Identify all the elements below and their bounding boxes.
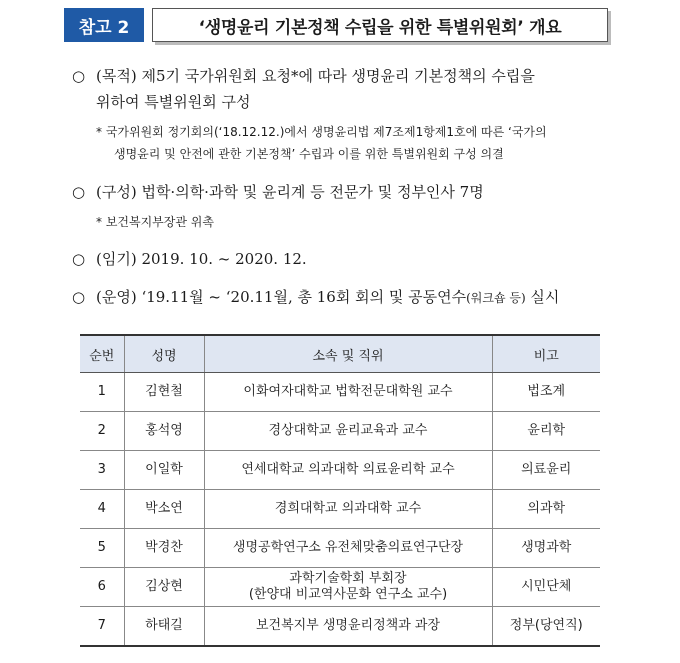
cell-affiliation-line1: 과학기술학회 부회장 xyxy=(289,571,407,586)
operation-text-small: (워크숍 등) xyxy=(466,291,526,305)
operation-text: (운영) ‘19.11월 ~ ‘20.11월, 총 16회 회의 및 공동연수 xyxy=(96,288,467,306)
table-row xyxy=(80,490,600,529)
cell-affiliation-line2: (한양대 비교역사문화 연구소 교수) xyxy=(248,587,448,602)
col-header-name: 성명 xyxy=(124,335,204,373)
circle-bullet-icon: ○ xyxy=(72,250,86,268)
purpose-text-cont: 위하여 특별위원회 구성 xyxy=(96,93,251,111)
cell-name: 박경찬 xyxy=(124,529,204,568)
circle-bullet-icon: ○ xyxy=(72,288,86,306)
cell-note: 윤리학 xyxy=(492,412,600,451)
cell-name: 김현철 xyxy=(124,373,204,412)
col-header-note: 비고 xyxy=(492,335,600,373)
cell-affiliation: 이화여자대학교 법학전문대학원 교수 xyxy=(204,373,492,412)
cell-name: 하태길 xyxy=(124,607,204,647)
cell-note: 정부(당연직) xyxy=(492,607,600,647)
table-header-row xyxy=(80,335,600,373)
cell-note: 의료윤리 xyxy=(492,451,600,490)
composition-note: * 보건복지부장관 위촉 xyxy=(96,215,214,229)
circle-bullet-icon: ○ xyxy=(72,67,86,85)
col-header-affiliation: 소속 및 직위 xyxy=(204,335,492,373)
committee-table xyxy=(80,334,600,647)
cell-affiliation: 경희대학교 의과대학 교수 xyxy=(204,490,492,529)
cell-name: 이일학 xyxy=(124,451,204,490)
table-row xyxy=(80,412,600,451)
cell-note: 의과학 xyxy=(492,490,600,529)
operation-text-end: 실시 xyxy=(525,288,560,306)
cell-affiliation: 생명공학연구소 유전체맞춤의료연구단장 xyxy=(204,529,492,568)
cell-no: 3 xyxy=(80,451,124,490)
reference-tag: 참고 2 xyxy=(64,8,144,42)
cell-no: 5 xyxy=(80,529,124,568)
cell-affiliation xyxy=(204,568,492,607)
table-row xyxy=(80,451,600,490)
term-bullet xyxy=(72,247,307,271)
purpose-bullet xyxy=(72,64,535,88)
cell-affiliation: 보건복지부 생명윤리정책과 과장 xyxy=(204,607,492,647)
cell-note: 시민단체 xyxy=(492,568,600,607)
cell-note: 생명과학 xyxy=(492,529,600,568)
circle-bullet-icon: ○ xyxy=(72,183,86,201)
table-row xyxy=(80,373,600,412)
cell-no: 4 xyxy=(80,490,124,529)
table-row xyxy=(80,568,600,607)
cell-no: 1 xyxy=(80,373,124,412)
purpose-note-cont: 생명윤리 및 안전에 관한 기본정책’ 수립과 이를 위한 특별위원회 구성 의결 xyxy=(114,147,504,161)
composition-text: (구성) 법학·의학·과학 및 윤리계 등 전문가 및 정부인사 7명 xyxy=(96,183,484,201)
col-header-no: 순번 xyxy=(80,335,124,373)
header xyxy=(64,8,608,42)
cell-no: 6 xyxy=(80,568,124,607)
page-title: ‘생명윤리 기본정책 수립을 위한 특별위원회’ 개요 xyxy=(152,8,608,42)
cell-note: 법조계 xyxy=(492,373,600,412)
cell-name: 박소연 xyxy=(124,490,204,529)
cell-name: 김상현 xyxy=(124,568,204,607)
cell-no: 7 xyxy=(80,607,124,647)
cell-affiliation: 경상대학교 윤리교육과 교수 xyxy=(204,412,492,451)
table-row xyxy=(80,529,600,568)
purpose-note: * 국가위원회 정기회의(‘18.12.12.)에서 생명윤리법 제7조제1항제1호에 따른 ‘국가의 xyxy=(96,125,547,139)
cell-affiliation: 연세대학교 의과대학 의료윤리학 교수 xyxy=(204,451,492,490)
composition-bullet xyxy=(72,180,484,204)
purpose-text: (목적) 제5기 국가위원회 요청*에 따라 생명윤리 기본정책의 수립을 xyxy=(96,67,535,85)
operation-bullet xyxy=(72,285,559,310)
term-text: (임기) 2019. 10. ~ 2020. 12. xyxy=(96,250,307,268)
cell-no: 2 xyxy=(80,412,124,451)
cell-name: 홍석영 xyxy=(124,412,204,451)
table-row xyxy=(80,607,600,647)
